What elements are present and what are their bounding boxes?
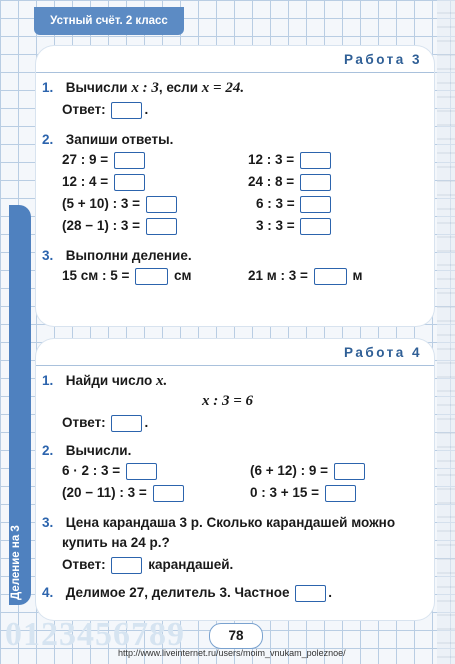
answer-box[interactable] <box>114 174 145 191</box>
side-chapter-label: Деление на 3 <box>10 525 22 600</box>
task-4: 4. Делимое 27, делитель 3. Частное . <box>42 585 333 601</box>
task-2-left-2: 12 : 4 = <box>62 174 147 191</box>
task-2-item-4: 0 : 3 + 15 = <box>250 485 358 502</box>
answer-box[interactable] <box>325 485 356 502</box>
answer-box[interactable] <box>111 102 142 119</box>
task-2: 2. Запиши ответы. <box>42 132 174 147</box>
task-3-a: 15 см : 5 = см <box>62 268 192 284</box>
task-2-right-2: 24 : 8 = <box>248 174 333 191</box>
answer-box[interactable] <box>126 463 157 480</box>
task-2-item-3: (20 − 11) : 3 = <box>62 485 186 502</box>
answer-box[interactable] <box>300 152 331 169</box>
task-2: 2. Вычисли. <box>42 443 132 458</box>
answer-box[interactable] <box>314 268 347 285</box>
task-3-line-2: купить на 24 р.? <box>62 535 170 550</box>
work-3-title: Работа 3 <box>344 52 422 67</box>
answer-box[interactable] <box>300 218 331 235</box>
source-url: http://www.liveinternet.ru/users/moim_vnukam_poleznoe/ <box>118 648 346 658</box>
answer-box[interactable] <box>300 174 331 191</box>
task-3: 3. Цена карандаша 3 р. Сколько карандашей можно <box>42 515 396 530</box>
task-3: 3. Выполни деление. <box>42 248 192 263</box>
title-divider <box>36 72 434 73</box>
digits-watermark: 0123456789 <box>5 616 185 653</box>
task-1-equation: x : 3 = 6 <box>202 393 254 409</box>
book-header-tab: Устный счёт. 2 класс <box>34 7 184 35</box>
task-2-item-1: 6 · 2 : 3 = <box>62 463 159 480</box>
answer-box[interactable] <box>300 196 331 213</box>
task-2-left-1: 27 : 9 = <box>62 152 147 169</box>
task-2-left-3: (5 + 10) : 3 = <box>62 196 179 213</box>
task-2-right-3: 6 : 3 = <box>256 196 333 213</box>
answer-box[interactable] <box>146 218 177 235</box>
task-1: 1. Найди число x. <box>42 373 168 389</box>
answer-box[interactable] <box>111 415 142 432</box>
task-3-answer: Ответ: карандашей. <box>62 557 234 573</box>
answer-box[interactable] <box>334 463 365 480</box>
task-2-right-4: 3 : 3 = <box>256 218 333 235</box>
task-2-left-4: (28 − 1) : 3 = <box>62 218 179 235</box>
work-3-card <box>36 46 434 326</box>
page-edge-decoration <box>437 0 455 664</box>
work-4-title: Работа 4 <box>344 345 422 360</box>
answer-box[interactable] <box>111 557 142 574</box>
task-1-answer: Ответ: . <box>62 415 149 431</box>
answer-box[interactable] <box>295 585 326 602</box>
page-number: 78 <box>209 623 263 649</box>
answer-box[interactable] <box>153 485 184 502</box>
task-3-b: 21 м : 3 = м <box>248 268 363 284</box>
answer-box[interactable] <box>135 268 168 285</box>
answer-box[interactable] <box>114 152 145 169</box>
title-divider <box>36 365 434 366</box>
task-2-item-2: (6 + 12) : 9 = <box>250 463 367 480</box>
work-4-card <box>36 339 434 620</box>
task-2-right-1: 12 : 3 = <box>248 152 333 169</box>
task-1-answer: Ответ: . <box>62 102 149 118</box>
task-1: 1. Вычисли x : 3, если x = 24. <box>42 80 245 96</box>
answer-box[interactable] <box>146 196 177 213</box>
